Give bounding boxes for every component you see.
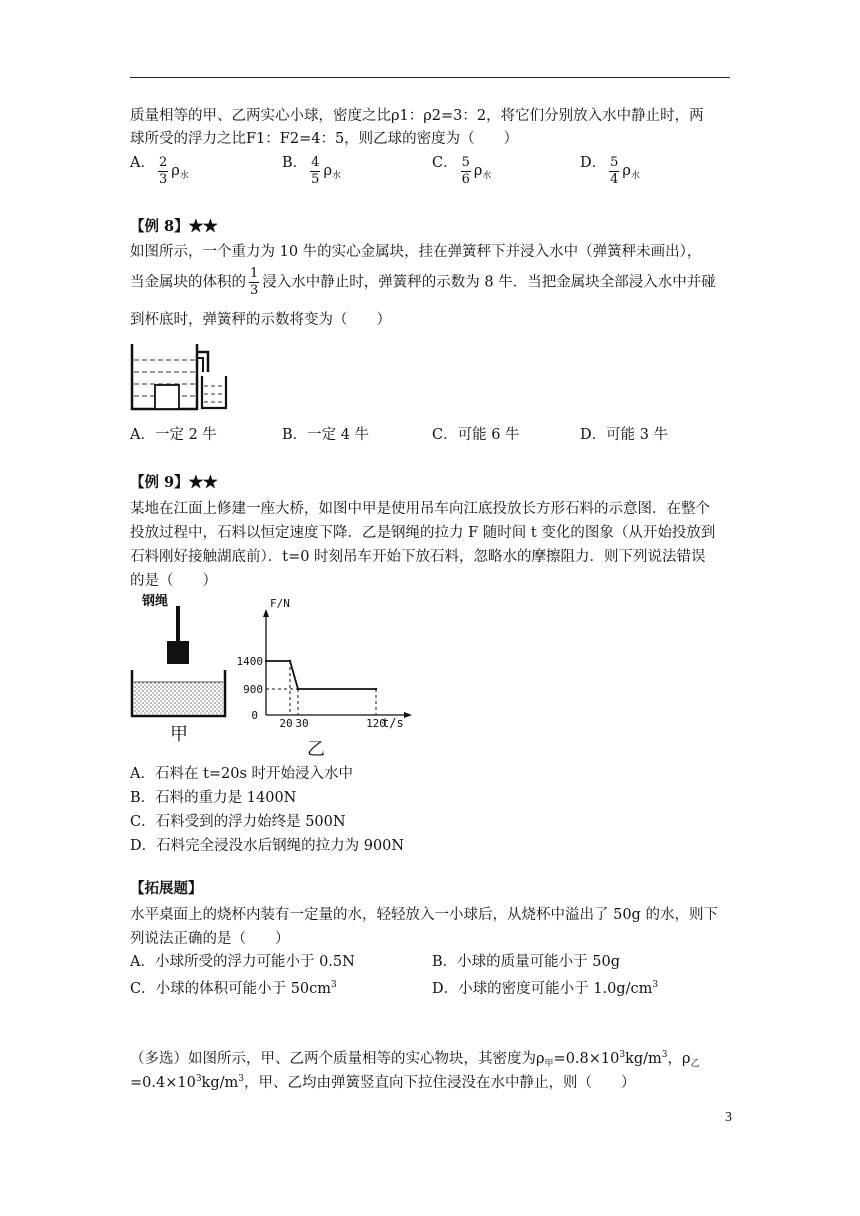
data-point-2	[297, 688, 299, 690]
ex8-fraction: $\frac{1}{3}$	[250, 266, 259, 298]
ext-option-c: C．小球的体积可能小于 $50cm^3$	[130, 980, 337, 997]
ex9-line-4: 的是（ ）	[130, 573, 217, 589]
q7-option-b: B． $\frac{4}{5}$ $\rho_水$	[282, 154, 341, 187]
ex8-option-b: B．一定 4 牛	[282, 427, 370, 443]
ex9-option-d: D．石料完全浸没水后钢绳的拉力为 900N	[130, 838, 405, 854]
figure-caption-yi: 乙	[307, 739, 325, 760]
header-rule	[130, 77, 730, 78]
ext-option-a: A．小球所受的浮力可能小于 0.5N	[130, 954, 355, 970]
q7-option-c: C． $\frac{5}{6}$ $\rho_水$	[432, 154, 492, 187]
data-point-3	[375, 688, 377, 690]
q7-option-d: D． $\frac{5}{4}$ $\rho_水$	[580, 154, 640, 187]
ex9-line-2: 投放过程中，石料以恒定速度下降．乙是钢绳的拉力 F 随时间 t 变化的图象（从开始投放到	[130, 525, 716, 541]
data-point-1	[289, 660, 291, 662]
ex9-line-3: 石料刚好接触湖底前）．t=0 时刻吊车开始下放石料，忽略水的摩擦阻力．则下列说法错误	[130, 549, 706, 565]
y-tick-label-900: 900	[243, 683, 263, 696]
figure-caption-jia: 甲	[170, 724, 188, 745]
x-tick-label-20: 20	[279, 717, 293, 730]
page-number: 3	[725, 1110, 732, 1125]
ex9-option-a: A．石料在 t=20s 时开始浸入水中	[130, 766, 354, 782]
origin-label: 0	[251, 709, 258, 722]
ex8-figure	[130, 342, 230, 412]
multi-line-2: $=0.4\times 10^3kg/m^3$，甲、乙均由弹簧竖直向下拉住浸没在水中静止，则（ ）	[130, 1074, 636, 1091]
ex9-line-1: 某地在江面上修建一座大桥，如图中甲是使用吊车向江底投放长方形石料的示意图．在整个	[130, 501, 710, 517]
ex9-heading: 【例 9】★★	[130, 474, 218, 491]
ex8-option-c: C．可能 6 牛	[432, 427, 520, 443]
ext-option-d: D．小球的密度可能小于 $1.0g/cm^3$	[432, 980, 659, 997]
ext-line-2: 列说法正确的是（ ）	[130, 931, 290, 947]
jia-drawing	[130, 606, 235, 721]
ex8-line-2	[130, 266, 730, 299]
q7-option-a: A． $\frac{2}{3}$ $\rho_水$	[130, 154, 189, 187]
x-tick-label-120: 120	[366, 717, 386, 730]
ext-option-b: B．小球的质量可能小于 50g	[432, 954, 620, 970]
multi-line-1: （多选）如图所示，甲、乙两个质量相等的实心物块，其密度为$\rho_甲=0.8\times 10^3kg/m^3$，$\rho_乙$	[130, 1050, 700, 1069]
x-axis-label: t/s	[382, 716, 404, 730]
x-axis-arrow	[404, 712, 412, 718]
ex8-line-2-end: 浸入水中静止时，弹簧秤的示数为 8 牛．当把金属块全部浸入水中并碰	[262, 274, 716, 291]
y-axis-arrow	[263, 609, 269, 617]
q7-line-2: 球所受的浮力之比F1：F2=4：5，则乙球的密度为（ ）	[130, 131, 519, 147]
ex8-option-d: D．可能 3 牛	[580, 427, 669, 443]
ex8-heading: 【例 8】★★	[130, 218, 218, 235]
x-tick-label-30: 30	[295, 717, 309, 730]
ex8-line-3: 到杯底时，弹簧秤的示数将变为（ ）	[130, 312, 391, 328]
rope-label: 钢绳	[142, 594, 169, 609]
ext-line-1: 水平桌面上的烧杯内装有一定量的水，轻轻放入一小球后，从烧杯中溢出了 50g 的水，则下	[130, 907, 718, 923]
series-line	[266, 661, 376, 689]
ex9-chart-yi	[236, 595, 421, 760]
ex9-option-c: C．石料受到的浮力始终是 500N	[130, 814, 346, 830]
ext-heading: 【拓展题】	[130, 880, 203, 897]
y-axis-label: F/N	[270, 597, 290, 610]
ex8-option-a: A．一定 2 牛	[130, 427, 217, 443]
y-tick-label-1400: 1400	[236, 655, 263, 668]
ex9-figure-jia	[130, 590, 235, 750]
data-point-0	[265, 660, 267, 662]
ex9-option-b: B．石料的重力是 1400N	[130, 790, 297, 806]
ex8-line-1: 如图所示，一个重力为 10 牛的实心金属块，挂在弹簧秤下并浸入水中（弹簧秤未画出），	[130, 244, 702, 260]
q7-line-1: 质量相等的甲、乙两实心小球，密度之比ρ1：ρ2=3：2，将它们分别放入水中静止时，两	[130, 108, 704, 124]
ex8-line-2-start: 当金属块的体积的	[130, 274, 246, 291]
